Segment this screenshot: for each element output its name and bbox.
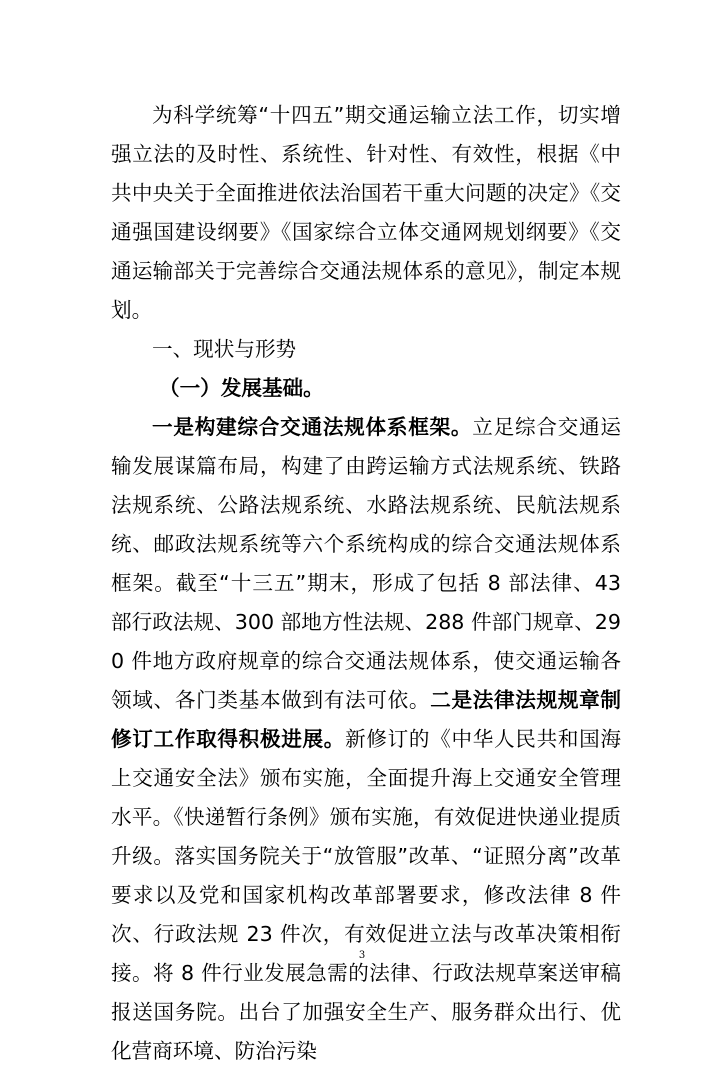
lead-phrase-1: 一是构建综合交通法规体系框架。 [152, 415, 473, 439]
body-text-1: 立足综合交通运输发展谋篇布局，构建了由跨运输方式法规系统、铁路法规系统、公路法规系统、水路法规系统、民航法规系统、邮政法规系统等六个系统构成的综合交通法规体系框架。截至“十三五”期末，形成了包括 8 部法律、43 部行政法规、300 部地方性法规、288 件部门规章、290 件地方政府规章的综合交通法规体系，使交通运输各领域、各门类基本做到有法可依。 [111, 415, 622, 712]
page-number: 3 [358, 950, 366, 961]
lead-phrase-2: 二是法律法规规章制修订工作取得积极进展。 [111, 688, 622, 751]
subsection-heading: （一）发展基础。 [159, 376, 324, 400]
main-paragraph [111, 408, 621, 1071]
section-heading: 一、现状与形势 [152, 337, 297, 361]
body-text-2: 新修订的《中华人民共和国海上交通安全法》颁布实施，全面提升海上交通安全管理水平。《快递暂行条例》颁布实施，有效促进快递业提质升级。落实国务院关于“放管服”改革、“证照分离”改革要求以及党和国家机构改革部署要求，修改法律 8 件次、行政法规 23 件次，有效促进立法与改革决策相衔接。将 8 件行业发展急需的法律、行政法规草案送审稿报送国务院。出台了加强安全生产、服务群众出行、优化营商环境、防治污染 [111, 727, 622, 1063]
document-body [111, 96, 621, 1071]
intro-paragraph: 为科学统筹“十四五”期交通运输立法工作，切实增强立法的及时性、系统性、针对性、有效性，根据《中共中央关于全面推进依法治国若干重大问题的决定》《交通强国建设纲要》《国家综合立体交通网规划纲要》《交通运输部关于完善综合交通法规体系的意见》，制定本规划。 [111, 103, 621, 322]
